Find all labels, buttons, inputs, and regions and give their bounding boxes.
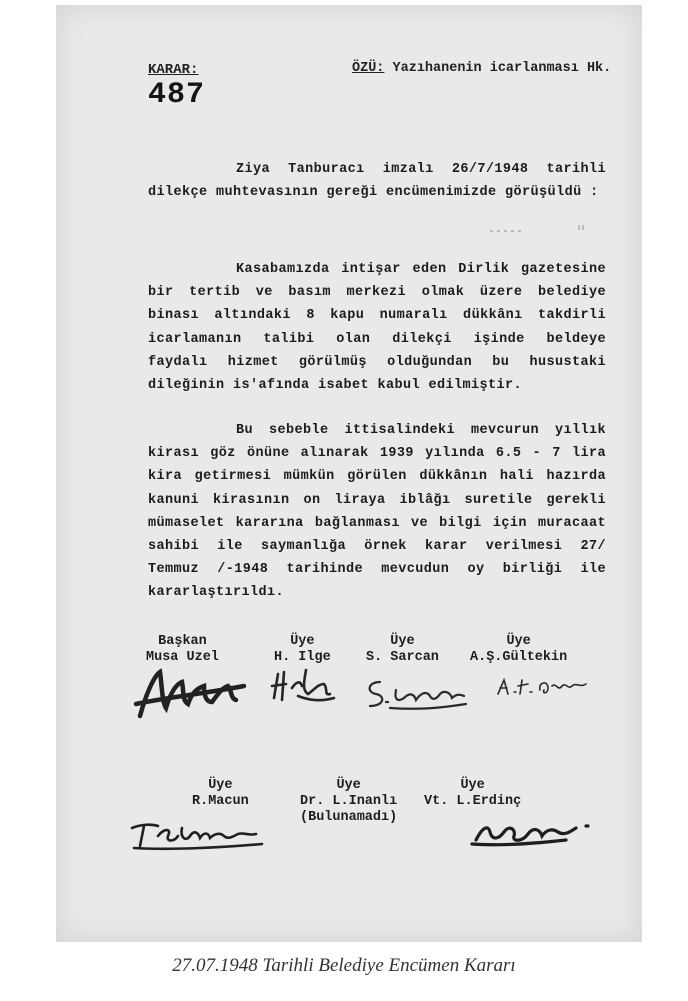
signatory-name: R.Macun (192, 794, 249, 809)
paragraph-2 (148, 419, 606, 605)
signatory-name: Dr. L.Inanlı (300, 794, 398, 809)
paragraph-2-text: Bu sebeble ittisalindeki mevcurun yıllık kirası göz önüne alınarak 1939 yılında 6.5 - 7 lira kira getirmesi mümkün görülen dükkânın hali hazırda kanuni kirasının on liraya iblâğı suretile gerekli mümaselet kararına bağlanması ve bilgi için muracaat sahibi ile saymanlığa örnek karar verilmesi 27/ Temmuz /-1948 tarihinde mevcudun oy birliği ile kararlaştırıldı. (148, 423, 606, 601)
signature-ilge (268, 660, 340, 710)
signatory-role: Üye (208, 778, 233, 793)
signatory-erdinc (424, 778, 521, 810)
signatory-inanli (300, 778, 397, 826)
signature-gultekin (492, 672, 592, 702)
signature-uzel (132, 664, 250, 724)
signatory-name: A.Ş.Gültekin (470, 650, 568, 665)
signatory-sarcan (366, 634, 439, 666)
signatory-name: H. Ilge (274, 650, 331, 665)
subject-label: ÖZÜ: (352, 61, 385, 76)
signatory-role: Üye (290, 634, 315, 649)
signatory-role: Üye (336, 778, 361, 793)
signatory-macun (192, 778, 249, 810)
signatory-role: Üye (506, 634, 531, 649)
subject-block (352, 58, 612, 79)
signatory-name: Vt. L.Erdinç (424, 794, 522, 809)
signatory-role: Başkan (158, 634, 207, 649)
faint-marks (488, 224, 588, 238)
caption: 27.07.1948 Tarihli Belediye Encümen Kararı (172, 955, 516, 976)
signatory-name: S. Sarcan (366, 650, 439, 665)
karar-label: KARAR: (148, 62, 199, 78)
signatory-note: (Bulunamadı) (300, 810, 398, 825)
intro-text: Ziya Tanburacı imzalı 26/7/1948 tarihli dilekçe muhtevasının gereği encümenimizde görüşüldü : (148, 162, 606, 201)
signatory-name: Musa Uzel (146, 650, 219, 665)
karar-number: 487 (148, 78, 206, 112)
signatory-role: Üye (460, 778, 485, 793)
paragraph-1-text: Kasabamızda intişar eden Dirlik gazetesine bir tertib ve basım merkezi olmak üzere belediye binası altındaki 8 kapu numaralı dükkânı takdirli icarlamanın talibi olan dilekçi işinde beldeye faydalı hizmet görülmüş olduğundan bu husustaki dileğinin is'afında isabet kabul edilmiştir. (148, 262, 606, 394)
intro-paragraph (148, 158, 606, 204)
signatory-role: Üye (390, 634, 415, 649)
signature-erdinc (470, 814, 600, 850)
subject-text: Yazıhanenin icarlanması Hk. (392, 61, 612, 76)
signatory-gultekin (470, 634, 567, 666)
signature-sarcan (360, 672, 470, 712)
signatory-baskan (146, 634, 219, 666)
signature-macun (128, 814, 268, 854)
paragraph-1 (148, 258, 606, 397)
